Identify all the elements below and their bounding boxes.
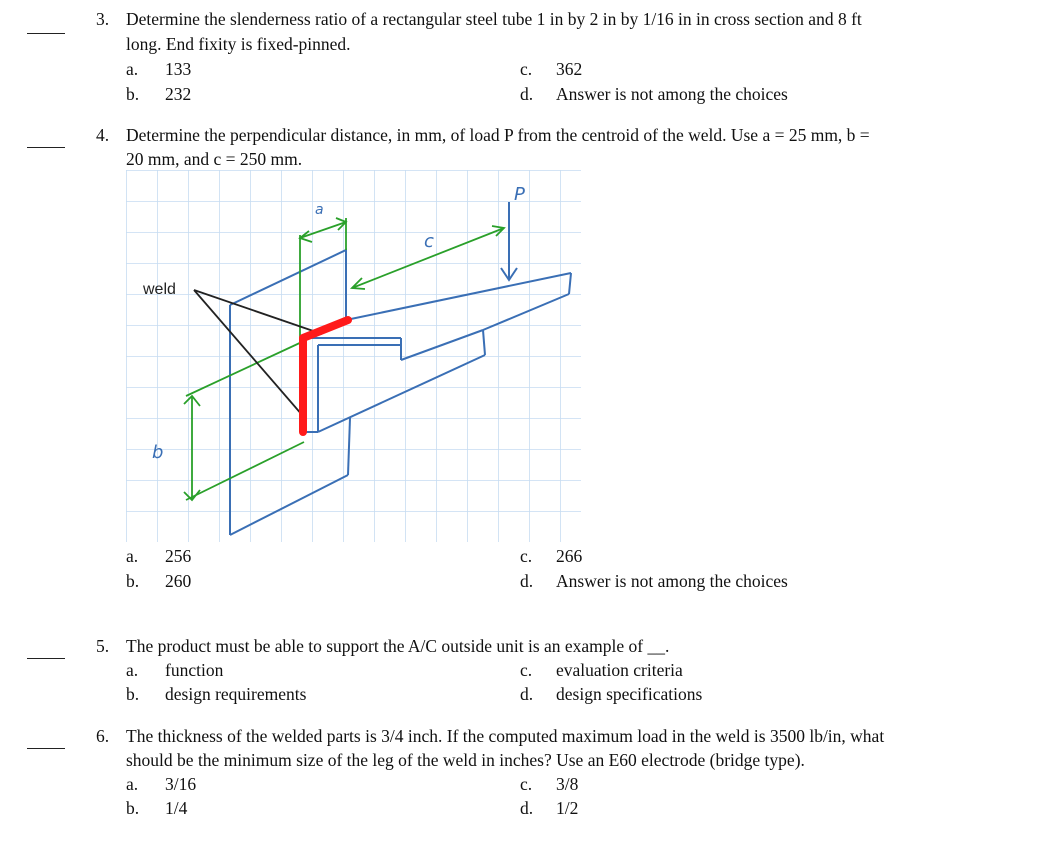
option-letter: d. [520, 798, 534, 818]
question-text: long. End fixity is fixed-pinned. [126, 34, 351, 54]
question-text: The product must be able to support the A/C outside unit is an example of __. [126, 636, 670, 656]
option-letter: b. [126, 571, 140, 591]
option-letter: b. [126, 798, 140, 818]
question-number: 6. [96, 726, 110, 746]
question-text: Determine the slenderness ratio of a rectangular steel tube 1 in by 2 in by 1/16 in in cross section and 8 ft [126, 9, 862, 29]
answer-blank-q3[interactable] [27, 33, 65, 34]
dimension-label-a: a [315, 202, 324, 218]
option-letter: d. [520, 84, 534, 104]
load-label-p: P [514, 184, 525, 205]
option-text: 1/2 [556, 798, 579, 818]
option-text: 260 [165, 571, 192, 591]
option-text: 133 [165, 59, 192, 79]
option-letter: c. [520, 774, 533, 794]
option-text: 256 [165, 546, 192, 566]
option-letter: a. [126, 660, 139, 680]
option-text: 362 [556, 59, 583, 79]
question-text: Determine the perpendicular distance, in mm, of load P from the centroid of the weld. Use a = 25 mm, b = [126, 125, 870, 145]
option-letter: b. [126, 84, 140, 104]
question-number: 4. [96, 125, 110, 145]
option-letter: c. [520, 660, 533, 680]
option-text: design specifications [556, 684, 703, 704]
option-letter: d. [520, 684, 534, 704]
question-text: The thickness of the welded parts is 3/4 inch. If the computed maximum load in the weld is 3500 lb/in, what [126, 726, 885, 746]
option-letter: c. [520, 59, 533, 79]
option-letter: c. [520, 546, 533, 566]
dimension-label-c: c [424, 231, 434, 252]
option-text: 3/16 [165, 774, 197, 794]
option-text: design requirements [165, 684, 307, 704]
dimension-label-b: b [152, 442, 164, 463]
option-text: 3/8 [556, 774, 579, 794]
option-text: 266 [556, 546, 583, 566]
weld-diagram [126, 170, 581, 542]
option-letter: a. [126, 774, 139, 794]
option-text: 232 [165, 84, 192, 104]
option-letter: b. [126, 684, 140, 704]
question-number: 3. [96, 9, 110, 29]
answer-blank-q4[interactable] [27, 147, 65, 148]
answer-blank-q6[interactable] [27, 748, 65, 749]
option-text: Answer is not among the choices [556, 571, 788, 591]
option-text: function [165, 660, 224, 680]
option-text: 1/4 [165, 798, 188, 818]
option-text: evaluation criteria [556, 660, 683, 680]
answer-blank-q5[interactable] [27, 658, 65, 659]
question-text: should be the minimum size of the leg of the weld in inches? Use an E60 electrode (bridge type). [126, 750, 805, 770]
option-letter: a. [126, 59, 139, 79]
question-number: 5. [96, 636, 110, 656]
option-text: Answer is not among the choices [556, 84, 788, 104]
weld-label: weld [143, 281, 176, 298]
question-text: 20 mm, and c = 250 mm. [126, 149, 303, 169]
option-letter: d. [520, 571, 534, 591]
grid-background [126, 170, 581, 542]
option-letter: a. [126, 546, 139, 566]
